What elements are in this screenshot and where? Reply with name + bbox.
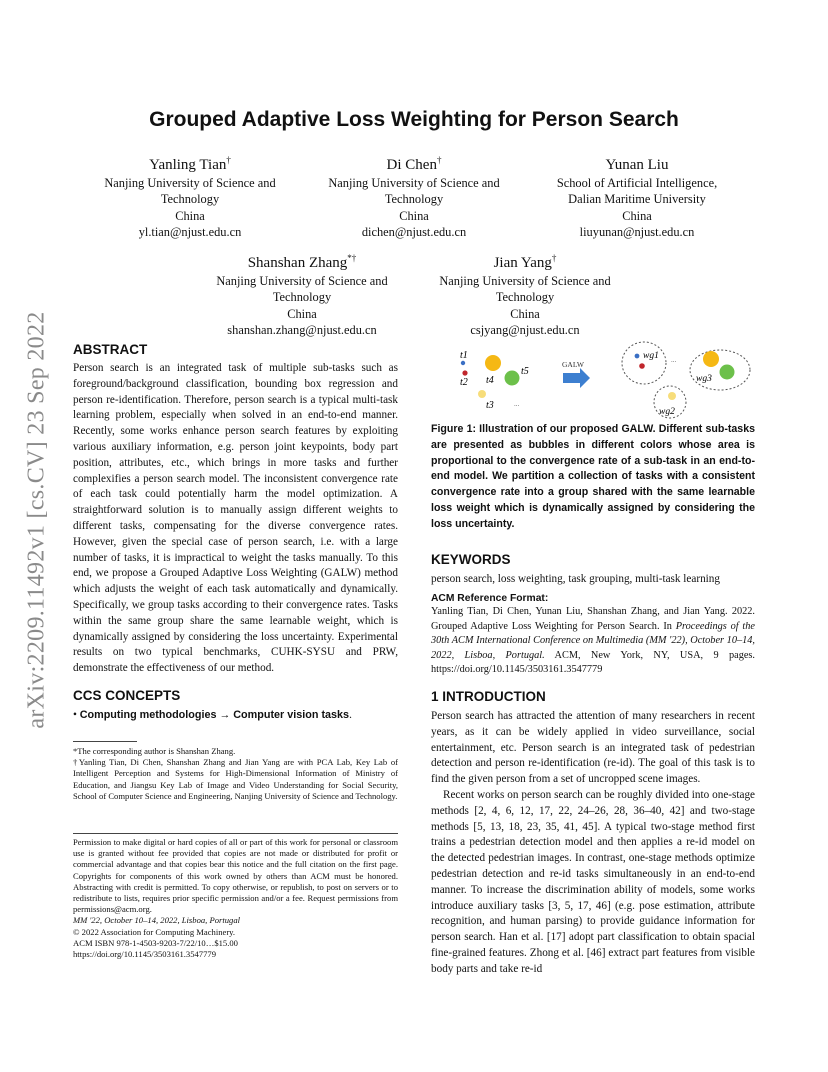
- task-bubble-t1: [461, 361, 465, 365]
- label-t2: t2: [460, 377, 468, 388]
- footnote-rule: [73, 741, 137, 742]
- task-bubble-t5: [505, 371, 520, 386]
- author-block: Yanling Tian† Nanjing University of Science and Technology China yl.tian@njust.edu.cn: [90, 150, 290, 241]
- arxiv-stamp: arXiv:2209.11492v1 [cs.CV] 23 Sep 2022: [23, 311, 50, 729]
- paragraph: Person search has attracted the attention of many researchers in recent years, as it can be widely applied in video surveillance, social entertainment, etc. Person search is an integrated task of pedestrian detection and person re-identification (re-id). The goal of this task is to find the given person from a set of uncropped scene images.: [431, 710, 755, 786]
- author-email[interactable]: yl.tian@njust.edu.cn: [138, 225, 242, 240]
- footnote: *The corresponding author is Shanshan Zhang.: [73, 746, 236, 756]
- author-block: Di Chen† Nanjing University of Science and Technology China dichen@njust.edu.cn: [314, 150, 514, 241]
- group-bubble: [635, 354, 640, 359]
- author-block: Yunan Liu School of Artificial Intelligence, Dalian Maritime University China liuyunan@njust.edu.cn: [537, 150, 737, 241]
- arrow-icon: [563, 368, 590, 388]
- group-ellipse-g1: [622, 342, 666, 384]
- task-bubble-t2: [462, 370, 467, 375]
- reference-format-text: Yanling Tian, Di Chen, Yunan Liu, Shanshan Zhang, and Jian Yang. 2022. Grouped Adaptive Loss Weighting for Person Search. In Proceedings of the 30th ACM International Conference on Multimedia (MM '22), October 10–14, 2022, Lisboa, Portugal. ACM, New York, NY, USA, 9 pages. https://doi.org/10.1145/3503161.3547779: [431, 606, 755, 675]
- permission-block: Permission to make digital or hard copies of all or part of this work for personal or classroom use is granted without fee provided that copies are not made or distributed for profit or commercial advantage and that copies bear this notice and the full citation on the first page. Copyrights for components of this work owned by others than ACM must be honored. Abstracting with credit is permitted. To copy otherwise, or republish, to post on servers or to redistribute to lists, requires prior specific permission and/or a fee. Request permissions from permissions@acm.org. MM '22, October 10–14, 2022, Lisboa, Portugal © 2022 Association for Computing Machinery. ACM ISBN 978-1-4503-9203-7/22/10…$15.00 https://doi.org/10.1145/3503161.3547779: [73, 837, 398, 960]
- task-groups: [622, 342, 750, 418]
- group-bubble: [668, 392, 676, 400]
- label-t5: t5: [521, 366, 529, 377]
- task-bubble-t4: [485, 355, 501, 371]
- keywords-heading: KEYWORDS: [431, 552, 511, 567]
- author-email[interactable]: liuyunan@njust.edu.cn: [579, 225, 695, 240]
- arrow-label: GALW: [562, 360, 584, 369]
- keywords-text: person search, loss weighting, task grouping, multi-task learning: [431, 573, 720, 585]
- label-wg3: wg3: [696, 374, 712, 384]
- group-bubble: [720, 365, 735, 380]
- label-t3: t3: [486, 400, 494, 411]
- paragraph: Recent works on person search can be roughly divided into one-stage methods [2, 4, 6, 12, 17, 22, 24–26, 28, 36–40, 42] and two-stage methods [5, 13, 18, 23, 35, 41, 45]. A typical two-stage method first trains a pedestrian detection model and then applies a re-id model on the detected pedestrian images. In contrast, one-stage methods optimize pedestrian detection and re-id tasks simultaneously in an end-to-end manner. To increase the discrimination ability of models, some works introduce auxiliary tasks [3, 5, 17, 46] (e.g. pose estimation, attribute recognition, and human parsing) to provide guidance information for person search. Han et al. [17] adopt part classification to obtain spacial fine-grained features. Zhong et al. [46] extract part features from visible body parts and take re-id: [431, 788, 755, 975]
- author-email[interactable]: dichen@njust.edu.cn: [361, 225, 467, 240]
- group-bubble: [703, 351, 719, 367]
- label-wg2: wg2: [659, 407, 675, 417]
- ccs-heading: CCS CONCEPTS: [73, 688, 181, 703]
- reference-format-heading: ACM Reference Format:: [431, 593, 549, 604]
- ellipsis-right: ...: [671, 356, 677, 364]
- doi-link[interactable]: https://doi.org/10.1145/3503161.3547779: [73, 949, 216, 960]
- galw-illustration: [430, 338, 755, 420]
- author-block: Shanshan Zhang*† Nanjing University of Science and Technology China shanshan.zhang@njust.edu.cn: [202, 248, 402, 339]
- author-email[interactable]: shanshan.zhang@njust.edu.cn: [227, 323, 377, 338]
- tasks-left: [460, 350, 529, 411]
- footnotes: [73, 746, 398, 802]
- label-wg1: wg1: [643, 351, 659, 361]
- ccs-item: • Computing methodologies → Computer vision tasks.: [73, 709, 352, 721]
- abstract-text: Person search is an integrated task of multiple sub-tasks such as foreground/background classification, bounding box regression and person re-identification. Therefore, person search is a typical multi-task learning problem, especially when solved in an end-to-end manner. Recently, some works enhance person search features by exploiting various auxiliary information, e.g. person joint keypoints, body part position, attributes, etc., which brings in more tasks and further complexifies a person search model. The inconsistent convergence rate of each task could potentially harm the model optimization. A straightforward solution is to manually assign different weights to different tasks, compensating for the diverse convergence rates. However, given the special case of person search, i.e. with a large number of tasks, it is impractical to weight the tasks manually. To this end, we propose a Grouped Adaptive Loss Weighting (GALW) method which adjusts the weight of each task automatically and dynamically. Specifically, we group tasks according to their convergence rates. Tasks within the same group share the same learnable weight, which is dynamically assigned by considering the loss uncertainty. Experimental results on two typical benchmarks, CUHK-SYSU and PRW, demonstrate the effectiveness of our method.: [73, 362, 398, 675]
- label-t4: t4: [486, 375, 494, 386]
- ellipsis-left: ...: [514, 400, 520, 408]
- author-email[interactable]: csjyang@njust.edu.cn: [470, 323, 580, 338]
- figure-caption: Figure 1: Illustration of our proposed GALW. Different sub-tasks are presented as bubbles in different colors whose area is proportional to the convergence rate of a sub-task in an end-to-end model. We partition a collection of tasks with a consistent convergence rate into a group shared with the same learnable loss weight which is dynamically assigned by considering the loss uncertainty.: [431, 423, 755, 530]
- introduction-text: [431, 709, 755, 978]
- paper-title: Grouped Adaptive Loss Weighting for Person Search: [149, 108, 679, 131]
- label-t1: t1: [460, 350, 468, 361]
- abstract-heading: ABSTRACT: [73, 342, 148, 357]
- introduction-heading: 1 INTRODUCTION: [431, 689, 546, 704]
- group-bubble: [639, 363, 645, 369]
- author-block: Jian Yang† Nanjing University of Science and Technology China csjyang@njust.edu.cn: [425, 248, 625, 339]
- task-bubble-t3: [478, 390, 486, 398]
- permission-rule: [73, 833, 398, 834]
- footnote: †Yanling Tian, Di Chen, Shanshan Zhang and Jian Yang are with PCA Lab, Key Lab of Intelligent Perception and Systems for High-Dimensional Information of Ministry of Education, and Jiangsu Key Lab of Image and Video Understanding for Social Security, School of Computer Science and Engineering, Nanjing University of Science and Technology.: [73, 757, 398, 801]
